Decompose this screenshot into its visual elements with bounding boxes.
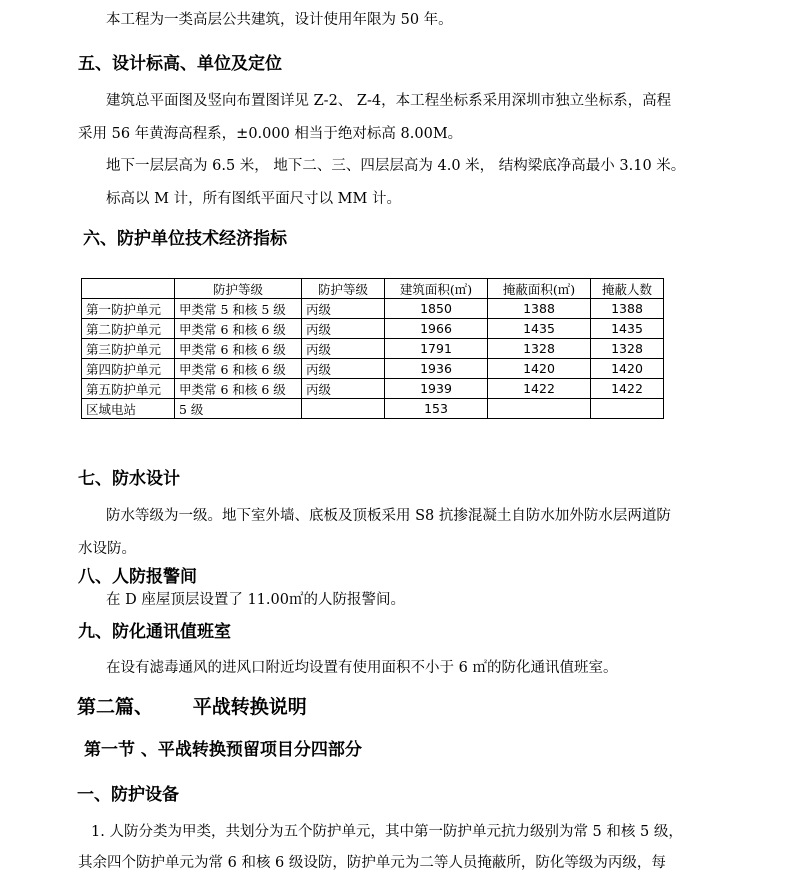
part-2-section-1-heading: 第一节 、平战转换预留项目分四部分 xyxy=(84,740,362,760)
section-5-line-3: 地下一层层高为 6.5 米， 地下二、三、四层层高为 4.0 米， 结构梁底净高最小 3.10 米。 xyxy=(106,158,686,174)
part-2-title: 第二篇、 平战转换说明 xyxy=(77,696,307,718)
section-6-heading: 六、防护单位技术经济指标 xyxy=(83,229,287,249)
section-5-line-4: 标高以 M 计，所有图纸平面尺寸以 MM 计。 xyxy=(106,191,401,207)
table-header-row xyxy=(82,279,664,299)
table-header-cell: 建筑面积(㎡) xyxy=(385,279,488,299)
table-cell: 甲类常 5 和核 5 级 xyxy=(175,299,302,319)
table-cell: 1435 xyxy=(488,319,591,339)
table-cell: 丙级 xyxy=(302,339,385,359)
section-8-line-1: 在 D 座屋顶层设置了 11.00㎡的人防报警间。 xyxy=(106,592,405,608)
table-cell: 第一防护单元 xyxy=(82,299,175,319)
table-cell: 1422 xyxy=(488,379,591,399)
table-cell: 丙级 xyxy=(302,359,385,379)
table-cell: 第五防护单元 xyxy=(82,379,175,399)
table-row xyxy=(82,299,664,319)
table-cell: 1328 xyxy=(488,339,591,359)
table-cell: 1388 xyxy=(488,299,591,319)
table-cell: 丙级 xyxy=(302,379,385,399)
part-2-item-1-line-2: 其余四个防护单元为常 6 和核 6 级设防，防护单元为二等人员掩蔽所，防化等级为丙级，每 xyxy=(78,855,666,871)
table-cell: 甲类常 6 和核 6 级 xyxy=(175,319,302,339)
table-cell xyxy=(591,399,664,419)
table-cell: 1388 xyxy=(591,299,664,319)
table-cell xyxy=(302,399,385,419)
part-2-item-1-line-1: 1. 人防分类为甲类，共划分为五个防护单元，其中第一防护单元抗力级别为常 5 和核 5 级， xyxy=(91,824,683,840)
table-cell: 5 级 xyxy=(175,399,302,419)
table-row xyxy=(82,339,664,359)
table-cell: 甲类常 6 和核 6 级 xyxy=(175,379,302,399)
section-9-line-1: 在设有滤毒通风的进风口附近均设置有使用面积不小于 6 ㎡的防化通讯值班室。 xyxy=(106,660,618,676)
section-7-line-1: 防水等级为一级。地下室外墙、底板及顶板采用 S8 抗掺混凝土自防水加外防水层两道防 xyxy=(106,508,671,524)
section-7-line-2: 水设防。 xyxy=(78,541,136,557)
table-header-cell: 掩蔽面积(㎡) xyxy=(488,279,591,299)
table-row xyxy=(82,359,664,379)
table-header-cell: 防护等级 xyxy=(302,279,385,299)
table-cell: 甲类常 6 和核 6 级 xyxy=(175,359,302,379)
section-9-heading: 九、防化通讯值班室 xyxy=(78,622,231,642)
table-cell: 丙级 xyxy=(302,299,385,319)
table-cell: 甲类常 6 和核 6 级 xyxy=(175,339,302,359)
table-cell: 1850 xyxy=(385,299,488,319)
table-cell: 153 xyxy=(385,399,488,419)
protection-unit-table xyxy=(81,278,664,419)
section-5-heading: 五、设计标高、单位及定位 xyxy=(78,54,282,74)
table-row xyxy=(82,399,664,419)
table-header-cell: 掩蔽人数 xyxy=(591,279,664,299)
table-cell: 第二防护单元 xyxy=(82,319,175,339)
table-row xyxy=(82,319,664,339)
intro-paragraph: 本工程为一类高层公共建筑，设计使用年限为 50 年。 xyxy=(106,12,453,28)
table-header-cell xyxy=(82,279,175,299)
table-cell: 1936 xyxy=(385,359,488,379)
table-cell: 1422 xyxy=(591,379,664,399)
table-cell: 第四防护单元 xyxy=(82,359,175,379)
table-cell: 1939 xyxy=(385,379,488,399)
table-cell: 1420 xyxy=(591,359,664,379)
section-5-line-2: 采用 56 年黄海高程系，±0.000 相当于绝对标高 8.00M。 xyxy=(78,126,463,142)
part-2-subheading-1: 一、防护设备 xyxy=(77,785,179,805)
table-row xyxy=(82,379,664,399)
table-cell: 1966 xyxy=(385,319,488,339)
table-cell: 第三防护单元 xyxy=(82,339,175,359)
section-8-heading: 八、人防报警间 xyxy=(78,567,197,587)
table-cell: 1791 xyxy=(385,339,488,359)
table-cell: 1435 xyxy=(591,319,664,339)
table-cell: 1328 xyxy=(591,339,664,359)
table-cell: 1420 xyxy=(488,359,591,379)
table-cell: 区域电站 xyxy=(82,399,175,419)
table-cell: 丙级 xyxy=(302,319,385,339)
section-7-heading: 七、防水设计 xyxy=(78,469,180,489)
table-cell xyxy=(488,399,591,419)
table-header-cell: 防护等级 xyxy=(175,279,302,299)
section-5-line-1: 建筑总平面图及竖向布置图详见 Z-2、 Z-4，本工程坐标系采用深圳市独立坐标系，高程 xyxy=(106,93,672,109)
